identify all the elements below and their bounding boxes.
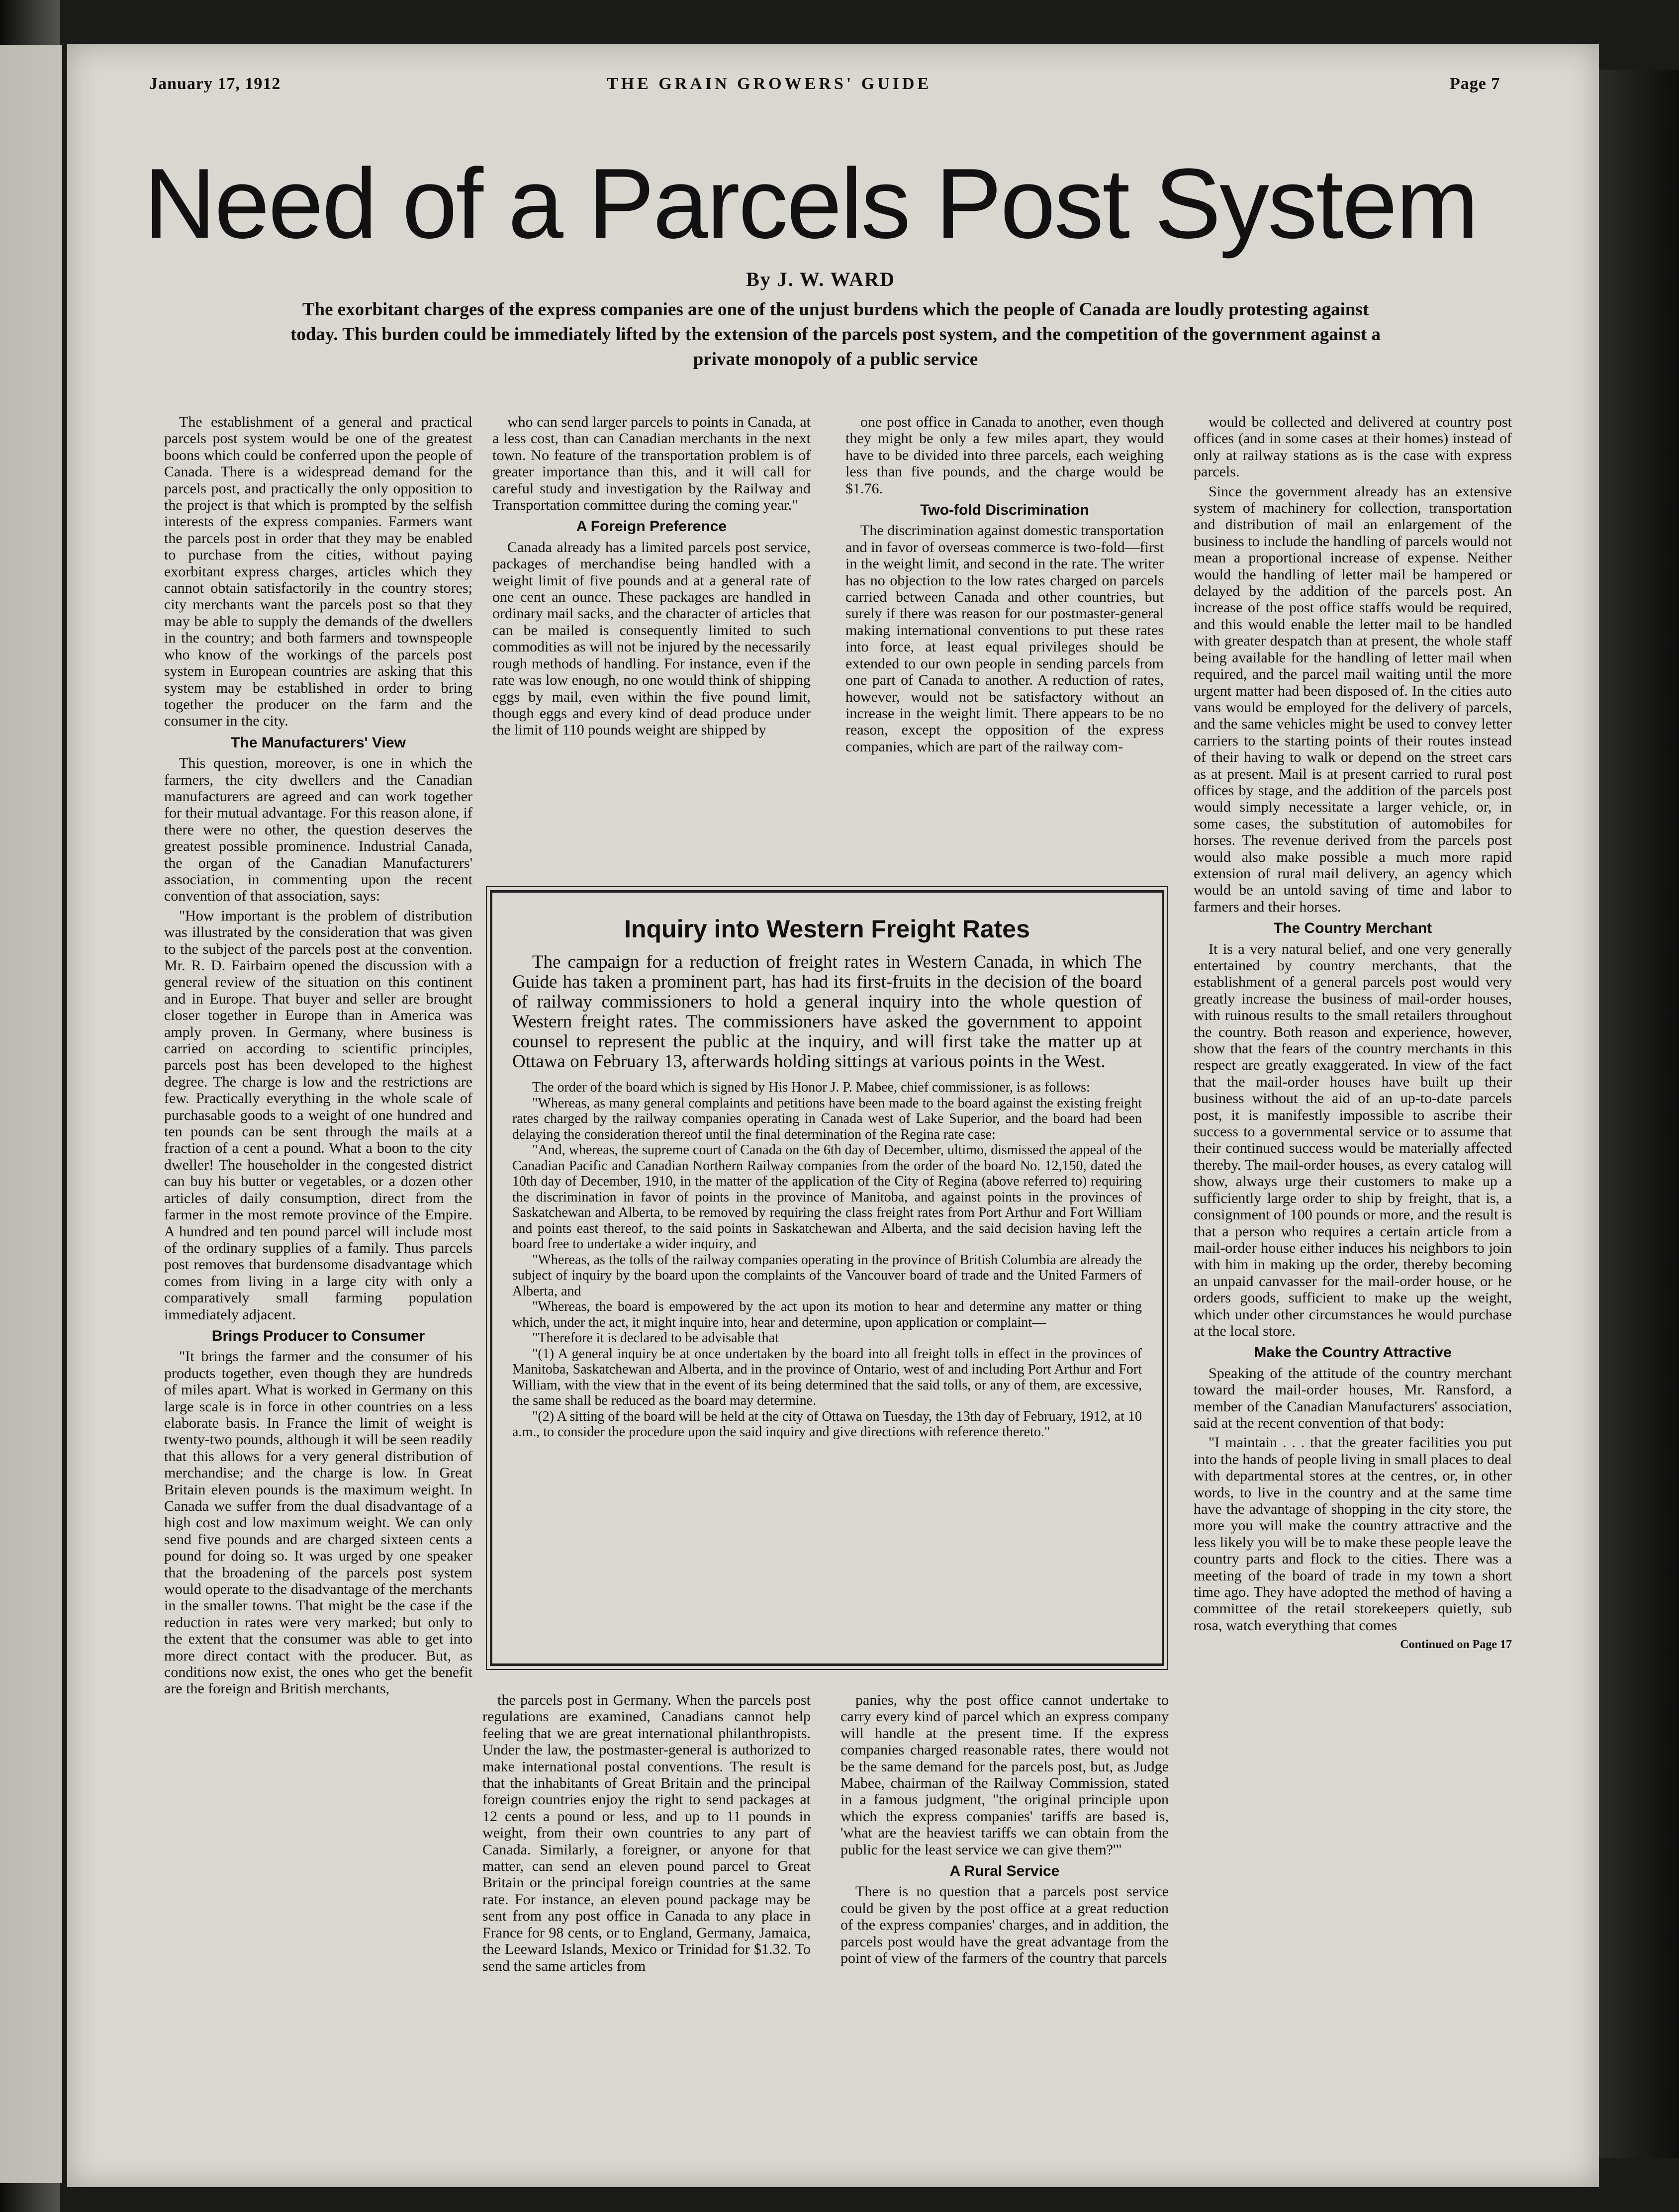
paragraph: "Whereas, the board is empowered by the act upon its motion to hear and determine any matter or thing which, under the act, it might inquire into, hear and determine, upon application or complaint— — [512, 1299, 1142, 1330]
paragraph: The order of the board which is signed by His Honor J. P. Mabee, chief commissioner, is as follows: — [532, 1080, 1090, 1095]
column-4 — [1194, 414, 1512, 2045]
section-heading: A Rural Service — [949, 1863, 1060, 1880]
section-heading: Two-fold Discrimination — [920, 502, 1089, 519]
column-3-bottom — [840, 1692, 1169, 2040]
paragraph: "(2) A sitting of the board will be held at the city of Ottawa on Tuesday, the 13th day of February, 1912, at 10 a.m., to consider the procedure upon the said inquiry and give directions with reference thereto." — [512, 1408, 1142, 1440]
inset-body — [512, 1080, 1142, 1440]
continued-notice: Continued on Page 17 — [1400, 1638, 1512, 1652]
issue-date: January 17, 1912 — [149, 75, 281, 93]
column-1 — [164, 414, 472, 1697]
paragraph: "And, whereas, the supreme court of Canada on the 6th day of December, ultimo, dismissed the appeal of the Canadian Pacific and Canadian Northern Railway companies from the order of the board No. 12,150, dated the 10th day of December, 1910, in the matter of the application of the City of Regina (above referred to) requiring the discrimination in favor of points in the province of Manitoba, and against points in the provinces of Saskatchewan and Alberta, to be removed by requiring the class freight rates from Port Arthur and Fort William and points east thereof, to the said points in Saskatchewan and Alberta, and the said decision having left the board free to undertake a wider inquiry, and — [512, 1142, 1142, 1252]
paragraph: This question, moreover, is one in which the farmers, the city dwellers and the Canadian manufacturers are agreed and can work together for their mutual advantage. For this reason alone, if there were no other, the question deserves the greatest possible prominence. Industrial Canada, the organ of the Canadian Manufacturers' association, in commenting upon the recent convention of that association, says: — [164, 755, 472, 905]
paragraph: Speaking of the attitude of the country merchant toward the mail-order houses, Mr. Ransford, a member of the Canadian Manufacturers' association, said at the recent convention of that body: — [1194, 1365, 1512, 1431]
paragraph: would be collected and delivered at country post offices (and in some cases at their homes) instead of only at railway stations as is the case with express parcels. — [1194, 414, 1512, 480]
paragraph: the parcels post in Germany. When the parcels post regulations are examined, Canadians cannot help feeling that we are great international philanthropists. Under the law, the postmaster-general is authorized to make international postal conventions. The result is that the inhabitants of Great Britain and the principal foreign countries enjoy the right to send packages at 12 cents a pound or less, and up to 11 pounds in weight, from their own countries to any part of Canada. Similarly, a foreigner, or anyone for that matter, can send an eleven pound parcel to Great Britain or the principal foreign countries at the same rate. For instance, an eleven pound package may be sent from any post office in Canada to any place in France for 98 cents, or to England, Germany, Jamaica, the Leeward Islands, Mexico or Trinidad for $1.32. To send the same articles from — [482, 1692, 811, 1974]
section-heading: Brings Producer to Consumer — [211, 1327, 425, 1344]
paragraph: The discrimination against domestic transportation and in favor of overseas commerce is two-fold—first in the weight limit, and second in the rate. The writer has no objection to the low rates charged on parcels carried between Canada and other countries, but surely if there was reason for our postmaster-general making international conventions to put these rates into force, at least equal privileges should be extended to our own people in sending parcels from one part of Canada to another. A reduction of rates, however, would not be satisfactory without an increase in the weight limit. There appears to be no reason, except the opposition of the express companies, which are part of the railway com- — [845, 522, 1164, 755]
section-heading: Make the Country Attractive — [1254, 1344, 1452, 1361]
inset-lead: The campaign for a reduction of freight rates in Western Canada, in which The Guide has taken a prominent part, has had its first-fruits in the decision of the board of railway commissioners to hold a general inquiry into the whole question of Western freight rates. The commissioners have asked the government to appoint counsel to represent the public at the inquiry, and will first take the matter up at Ottawa on February 13, afterwards holding sittings at various points in the West. — [512, 952, 1142, 1072]
section-heading: The Country Merchant — [1273, 920, 1432, 937]
paragraph: "Whereas, as the tolls of the railway companies operating in the province of British Columbia are already the subject of inquiry by the board upon the complaints of the Vancouver board of trade and the United Farmers of Alberta, and — [512, 1252, 1142, 1299]
column-2-bottom — [482, 1692, 811, 2040]
paragraph: one post office in Canada to another, even though they might be only a few miles apart, they would have to be divided into three parcels, each weighing less than five pounds, and the charge would be $1.76. — [845, 414, 1164, 497]
paragraph: Canada already has a limited parcels post service, packages of merchandise being handled with a weight limit of five pounds and at a general rate of one cent an ounce. These packages are handled in ordinary mail sacks, and the character of articles that can be mailed is consequently limited to such commodities as will not be injured by the necessarily rough methods of handling. For instance, even if the rate was low enough, no one would think of shipping eggs by mail, even within the five pound limit, though eggs and every kind of dead produce under the limit of 110 pounds weight are shipped by — [492, 539, 811, 738]
article-subtitle: The exorbitant charges of the express companies are one of the unjust burdens which the people of Canada are loudly protesting against today. This burden could be immediately lifted by the extension of the parcels post system, and the competition of the government against a private monopoly of a public service — [290, 299, 1381, 369]
article-headline: Need of a Parcels Post System — [144, 148, 1478, 259]
paragraph: who can send larger parcels to points in Canada, at a less cost, than can Canadian merchants in the next town. No feature of the transportation problem is of greater importance than this, and it will call for careful study and investigation by the Railway and Transportation committee during the coming year." — [492, 414, 811, 514]
article-byline: By J. W. WARD — [746, 268, 895, 290]
paragraph: "Whereas, as many general complaints and petitions have been made to the board against the existing freight rates charged by the railway companies operating in Canada west of Lake Superior, and the board had been delaying the consideration thereof until the final determination of the Regina rate case: — [512, 1095, 1142, 1142]
facing-page-edge — [0, 45, 62, 2183]
column-3-top — [845, 414, 1164, 876]
inset-title: Inquiry into Western Freight Rates — [624, 915, 1030, 943]
paragraph: "Therefore it is declared to be advisable that — [532, 1330, 779, 1346]
inset-box — [490, 890, 1164, 1666]
publication-name: THE GRAIN GROWERS' GUIDE — [607, 75, 932, 93]
section-heading: A Foreign Preference — [576, 518, 727, 535]
paragraph: panies, why the post office cannot undertake to carry every kind of parcel which an express company will handle at the present time. If the express companies charged reasonable rates, there would not be the same demand for the parcels post, but, as Judge Mabee, chairman of the Railway Commission, stated in a famous judgment, "the original principle upon which the express companies' tariffs are based is, 'what are the heaviest tariffs we can obtain from the public for the least service we can give them?'" — [840, 1692, 1169, 1858]
paragraph: The establishment of a general and practical parcels post system would be one of the greatest boons which could be conferred upon the people of Canada. There is a widespread demand for the parcels post, and practically the only opposition to the project is that which is prompted by the selfish interests of the express companies. Farmers want the parcels post in order that they may be enabled to purchase from the cities, without paying exorbitant express charges, articles which they cannot obtain satisfactorily in the country stores; city merchants want the parcels post so that they may be able to supply the demands of the dwellers in the country; and both farmers and townspeople who know of the workings of the parcels post system in European countries are asking that this system may be established in order to bring together the producer on the farm and the consumer in the city. — [164, 414, 472, 730]
paragraph: Since the government already has an extensive system of machinery for collection, transportation and distribution of mail an enlargement of the business to include the handling of parcels would not mean a proportional increase of expense. Neither would the handling of letter mail be hampered or delayed by the addition of the parcels post. An increase of the post office staffs would be required, and this would enable the letter mail to be handled with greater despatch than at present, the whole staff being available for the handling of letter mail when required, and the parcel mail waiting until the more urgent matter had been disposed of. In the cities auto vans would be employed for the delivery of parcels, and the same vehicles might be used to convey letter carriers to the starting points of their routes instead of their having to walk or depend on the street cars as at present. Mail is at present carried to rural post offices by stage, and the addition of the parcels post would simply necessitate a larger vehicle, or, in some cases, the substitution of automobiles for horses. The revenue derived from the parcels post would also make possible a much more rapid extension of rural mail delivery, an agency which would be an untold saving of time and labor to farmers and their horses. — [1194, 483, 1512, 915]
page-number: Page 7 — [1450, 75, 1500, 93]
column-2-top — [492, 414, 811, 876]
paragraph: There is no question that a parcels post service could be given by the post office at a great reduction of the express companies' charges, and in addition, the parcels post would have the great advantage from the point of view of the farmers of the country that parcels — [840, 1883, 1169, 1967]
page-shadow-edge — [1599, 70, 1679, 2158]
paragraph: It is a very natural belief, and one very generally entertained by country merchants, that the establishment of a general parcels post would very greatly increase the business of mail-order houses, with ruinous results to the small retailers throughout the country. Both reason and experience, however, show that the fears of the country merchants in this respect are greatly exaggerated. In view of the fact that the mail-order houses have built up their business without the aid of an up-to-date parcels post, it is manifestly impossible to ascribe their success to a governmental service or to assume that their continued success would be materially affected thereby. The mail-order houses, as every catalog will show, always urge their customers to make up a sufficiently large order to ship by freight, that is, a consignment of 100 pounds or more, and the result is that a person who requires a certain article from a mail-order house either induces his neighbors to join with him in making up the order, thereby becoming an unpaid canvasser for the mail-order house, or he orders goods, sufficient to make up the weight, which under other circumstances he would purchase at the local store. — [1194, 940, 1512, 1339]
section-heading: The Manufacturers' View — [231, 734, 406, 751]
paragraph: "It brings the farmer and the consumer of his products together, even though they are hundreds of miles apart. What is worked in Germany on this large scale is in force in other countries on a less elaborate basis. In France the limit of weight is twenty-two pounds, although it will be seen readily that this allows for a very general distribution of merchandise; and the charge is low. In Great Britain eleven pounds is the maximum weight. In Canada we suffer from the dual disadvantage of a high cost and low maximum weight. We can only send five pounds and are charged sixteen cents a pound for doing so. It was urged by one speaker that the broadening of the parcels post system would operate to the disadvantage of the merchants in the smaller towns. That might be the case if the reduction in rates were very marked; but only to the extent that the consumer was able to get into more direct contact with the producer. But, as conditions now exist, the ones who get the benefit are the foreign and British merchants, — [164, 1348, 472, 1697]
paragraph: "I maintain . . . that the greater facilities you put into the hands of people living in small places to deal with departmental stores at the centres, or, in other words, to live in the country and at the same time have the advantage of shopping in the city store, the more you will make the country attractive and the less likely you will be to make these people leave the country parts and flock to the cities. There was a meeting of the board of trade in my town a short time ago. They have adopted the method of having a committee of the retail storekeepers quietly, sub rosa, watch everything that comes — [1194, 1434, 1512, 1634]
paragraph: "(1) A general inquiry be at once undertaken by the board into all freight tolls in effect in the provinces of Manitoba, Saskatchewan and Alberta, and in the province of Ontario, west of and including Port Arthur and Fort William, with the view that in the event of its being determined that the said tolls, or any of them, are excessive, the same shall be reduced as the board may determine. — [512, 1346, 1142, 1408]
paragraph: "How important is the problem of distribution was illustrated by the consideration that was given to the subject of the parcels post at the convention. Mr. R. D. Fairbairn opened the discussion with a general review of the situation on this continent and in Europe. That buyer and seller are brought closer together in Europe than in America was amply proven. In Germany, where business is carried on according to scientific principles, parcels post has been developed to the highest degree. The charge is low and the restrictions are few. Practically everything in the whole scale of purchasable goods to a weight of one hundred and ten pounds can be sent through the mails at a fraction of a cent a pound. What a boon to the city dweller! The householder in the congested district can buy his butter or vegetables, or a dozen other articles of daily consumption, direct from the farmer in the most remote province of the Empire. A hundred and ten pound parcel will include most of the ordinary supplies of a family. Thus parcels post removes that burdensome disadvantage which comes from living in a large city with only a comparatively small farming population immediately adjacent. — [164, 907, 472, 1323]
